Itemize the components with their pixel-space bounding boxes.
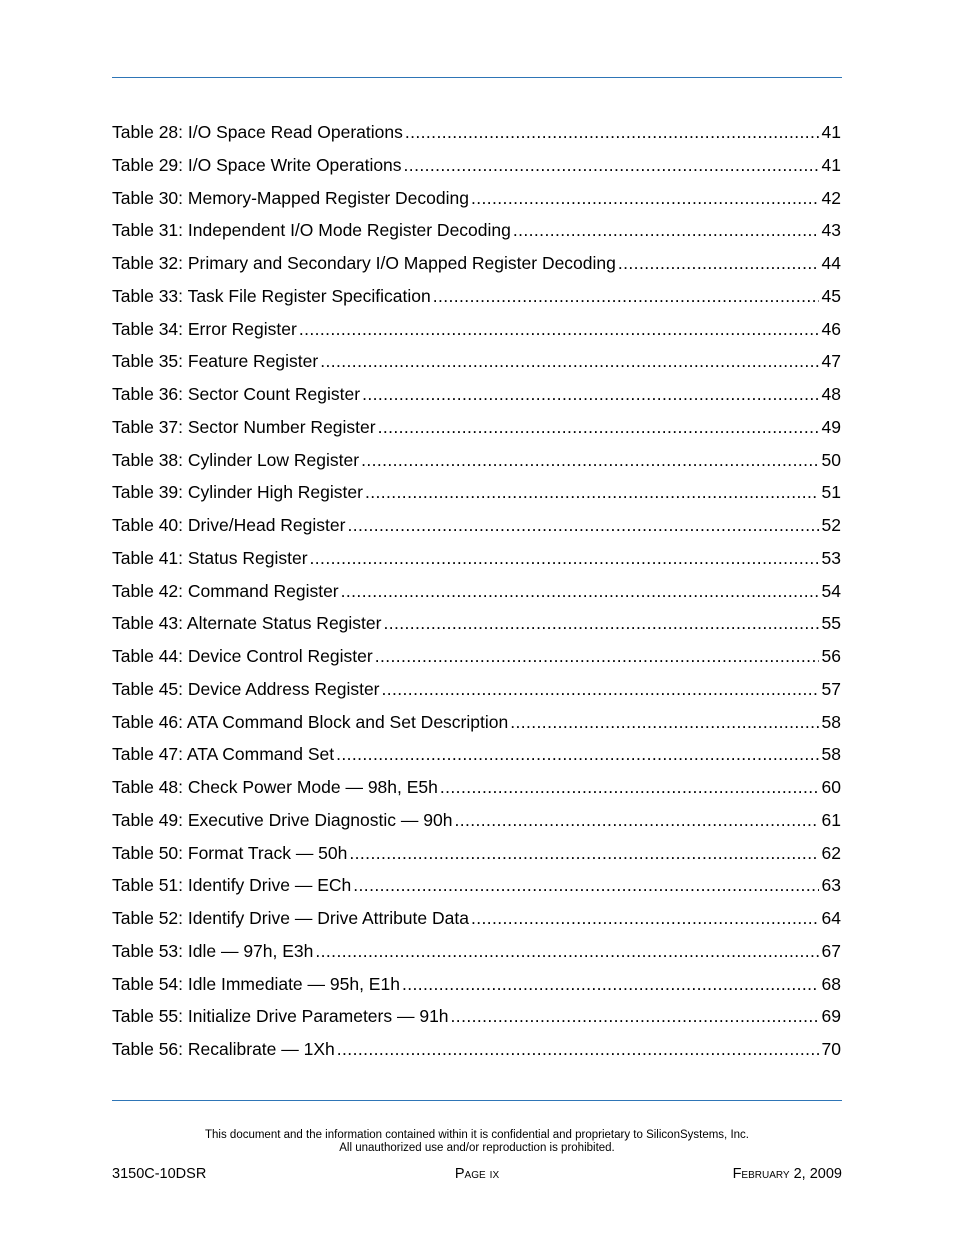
toc-dot-leader bbox=[299, 316, 819, 342]
toc-dot-leader bbox=[382, 676, 819, 702]
toc-entry-label: Table 53: Idle — 97h, E3h bbox=[112, 940, 314, 961]
toc-entry[interactable] bbox=[112, 348, 841, 381]
toc-dot-leader bbox=[375, 643, 819, 669]
toc-dot-leader bbox=[383, 610, 818, 636]
toc-dot-leader bbox=[362, 381, 818, 407]
toc-dot-leader bbox=[361, 447, 818, 473]
toc-entry-label: Table 44: Device Control Register bbox=[112, 646, 373, 666]
toc-entry[interactable] bbox=[112, 807, 841, 840]
footer-rule bbox=[112, 1100, 842, 1101]
toc-dot-leader bbox=[404, 152, 819, 178]
toc-dot-leader bbox=[378, 414, 819, 440]
toc-entry[interactable] bbox=[112, 250, 841, 283]
toc-entry-label: Table 36: Sector Count Register bbox=[112, 384, 361, 404]
toc-entry-page: 60 bbox=[821, 777, 841, 797]
toc-entry-label: Table 46: ATA Command Block and Set Description bbox=[112, 711, 509, 732]
toc-dot-leader bbox=[513, 217, 819, 243]
toc-entry-page: 63 bbox=[821, 875, 841, 896]
header-rule bbox=[112, 77, 842, 78]
toc-entry-label: Table 29: I/O Space Write Operations bbox=[112, 154, 402, 175]
toc-dot-leader bbox=[471, 905, 819, 931]
toc-entry[interactable] bbox=[112, 872, 841, 905]
toc-entry-label: Table 35: Feature Register bbox=[112, 351, 319, 372]
toc-dot-leader bbox=[310, 545, 819, 571]
toc-entry[interactable] bbox=[112, 545, 841, 578]
toc-entry[interactable] bbox=[112, 381, 841, 414]
toc-dot-leader bbox=[341, 578, 819, 604]
toc-entry-page: 58 bbox=[821, 711, 841, 732]
toc-entry-page: 58 bbox=[821, 744, 841, 765]
toc-entry-label: Table 30: Memory-Mapped Register Decoding bbox=[112, 187, 469, 208]
document-date: February 2, 2009 bbox=[732, 1166, 842, 1182]
toc-dot-leader bbox=[353, 872, 818, 898]
toc-entry-label: Table 45: Device Address Register bbox=[112, 678, 380, 699]
toc-entry[interactable] bbox=[112, 905, 841, 938]
toc-dot-leader bbox=[433, 283, 819, 309]
toc-dot-leader bbox=[365, 479, 819, 505]
toc-dot-leader bbox=[454, 807, 818, 833]
toc-entry-label: Table 31: Independent I/O Mode Register Decoding bbox=[112, 220, 511, 241]
toc-entry-page: 57 bbox=[821, 678, 841, 699]
toc-entry-label: Table 49: Executive Drive Diagnostic — 90h bbox=[112, 809, 453, 830]
toc-dot-leader bbox=[320, 348, 818, 374]
toc-entry-page: 41 bbox=[821, 154, 841, 175]
toc-entry-label: Table 55: Initialize Drive Parameters — 91h bbox=[112, 1006, 449, 1027]
confidentiality-notice bbox=[0, 1129, 954, 1155]
toc-entry-page: 67 bbox=[821, 940, 841, 961]
toc-entry-page: 69 bbox=[821, 1006, 841, 1027]
toc-dot-leader bbox=[440, 774, 819, 800]
toc-entry[interactable] bbox=[112, 283, 841, 316]
toc-entry-label: Table 42: Command Register bbox=[112, 580, 339, 601]
toc-entry-label: Table 56: Recalibrate — 1Xh bbox=[112, 1039, 335, 1059]
toc-entry-page: 54 bbox=[821, 580, 841, 601]
toc-entry-label: Table 38: Cylinder Low Register bbox=[112, 449, 360, 470]
toc-entry-page: 47 bbox=[821, 351, 841, 372]
toc-entry-label: Table 40: Drive/Head Register bbox=[112, 515, 346, 535]
toc-dot-leader bbox=[347, 512, 818, 538]
toc-entry[interactable] bbox=[112, 1036, 841, 1069]
toc-entry-page: 42 bbox=[821, 187, 841, 208]
toc-dot-leader bbox=[349, 840, 818, 866]
page-number: Page ix bbox=[454, 1166, 500, 1182]
toc-entry-page: 55 bbox=[821, 613, 841, 634]
document-number: 3150C-10DSR bbox=[112, 1166, 207, 1182]
toc-entry-page: 61 bbox=[821, 809, 841, 830]
toc-entry-label: Table 51: Identify Drive — ECh bbox=[112, 875, 352, 896]
toc-dot-leader bbox=[510, 709, 818, 735]
toc-entry-label: Table 47: ATA Command Set bbox=[112, 744, 335, 765]
toc-entry-label: Table 39: Cylinder High Register bbox=[112, 482, 363, 503]
toc-entry-page: 43 bbox=[821, 220, 841, 241]
toc-entry[interactable] bbox=[112, 316, 841, 349]
toc-entry-page: 64 bbox=[821, 908, 841, 928]
toc-entry[interactable] bbox=[112, 414, 841, 447]
toc-entry-label: Table 43: Alternate Status Register bbox=[112, 613, 382, 634]
toc-entry-page: 46 bbox=[821, 318, 841, 339]
toc-entry-page: 52 bbox=[821, 515, 841, 535]
toc-entry[interactable] bbox=[112, 119, 841, 152]
toc-dot-leader bbox=[336, 741, 818, 767]
toc-dot-leader bbox=[405, 119, 819, 145]
toc-entry[interactable] bbox=[112, 447, 841, 480]
toc-entry-label: Table 32: Primary and Secondary I/O Mapped Register Decoding bbox=[112, 253, 616, 273]
toc-entry-label: Table 41: Status Register bbox=[112, 547, 308, 568]
toc-entry-page: 49 bbox=[821, 416, 841, 437]
toc-entry[interactable] bbox=[112, 479, 841, 512]
toc-entry[interactable] bbox=[112, 709, 841, 742]
toc-entry-page: 62 bbox=[821, 842, 841, 863]
toc-entry-label: Table 54: Idle Immediate — 95h, E1h bbox=[112, 973, 400, 994]
toc-dot-leader bbox=[337, 1036, 819, 1062]
toc-entry-page: 44 bbox=[821, 253, 841, 273]
toc-entry-label: Table 48: Check Power Mode — 98h, E5h bbox=[112, 777, 438, 797]
list-of-tables bbox=[112, 119, 841, 1069]
toc-entry[interactable] bbox=[112, 1003, 841, 1036]
toc-entry[interactable] bbox=[112, 185, 841, 218]
toc-entry[interactable] bbox=[112, 610, 841, 643]
toc-entry[interactable] bbox=[112, 971, 841, 1004]
toc-entry-label: Table 37: Sector Number Register bbox=[112, 416, 376, 437]
toc-dot-leader bbox=[471, 185, 819, 211]
toc-entry[interactable] bbox=[112, 512, 841, 545]
toc-entry-page: 51 bbox=[821, 482, 841, 503]
toc-entry[interactable] bbox=[112, 643, 841, 676]
toc-entry-page: 56 bbox=[821, 646, 841, 666]
toc-entry[interactable] bbox=[112, 676, 841, 709]
toc-entry-page: 45 bbox=[821, 285, 841, 306]
toc-entry-label: Table 50: Format Track — 50h bbox=[112, 842, 348, 863]
toc-entry-page: 50 bbox=[821, 449, 841, 470]
toc-entry-label: Table 28: I/O Space Read Operations bbox=[112, 122, 403, 142]
toc-entry-page: 70 bbox=[821, 1039, 841, 1059]
toc-entry-label: Table 52: Identify Drive — Drive Attribute Data bbox=[112, 908, 469, 928]
toc-entry[interactable] bbox=[112, 578, 841, 611]
toc-entry-page: 48 bbox=[821, 384, 841, 404]
toc-entry[interactable] bbox=[112, 840, 841, 873]
toc-entry[interactable] bbox=[112, 217, 841, 250]
toc-entry-label: Table 34: Error Register bbox=[112, 318, 297, 339]
toc-entry[interactable] bbox=[112, 152, 841, 185]
toc-entry-page: 68 bbox=[821, 973, 841, 994]
notice-line-2: All unauthorized use and/or reproduction is prohibited. bbox=[339, 1142, 615, 1154]
toc-entry-label: Table 33: Task File Register Specification bbox=[112, 285, 431, 306]
toc-dot-leader bbox=[315, 938, 818, 964]
notice-line-1: This document and the information contained within it is confidential and proprietary to SiliconSystems, Inc. bbox=[205, 1129, 749, 1141]
toc-dot-leader bbox=[402, 971, 819, 997]
toc-dot-leader bbox=[451, 1003, 819, 1029]
toc-entry[interactable] bbox=[112, 938, 841, 971]
toc-entry-page: 41 bbox=[821, 122, 841, 142]
toc-entry[interactable] bbox=[112, 774, 841, 807]
toc-entry[interactable] bbox=[112, 741, 841, 774]
toc-entry-page: 53 bbox=[821, 547, 841, 568]
toc-dot-leader bbox=[618, 250, 819, 276]
